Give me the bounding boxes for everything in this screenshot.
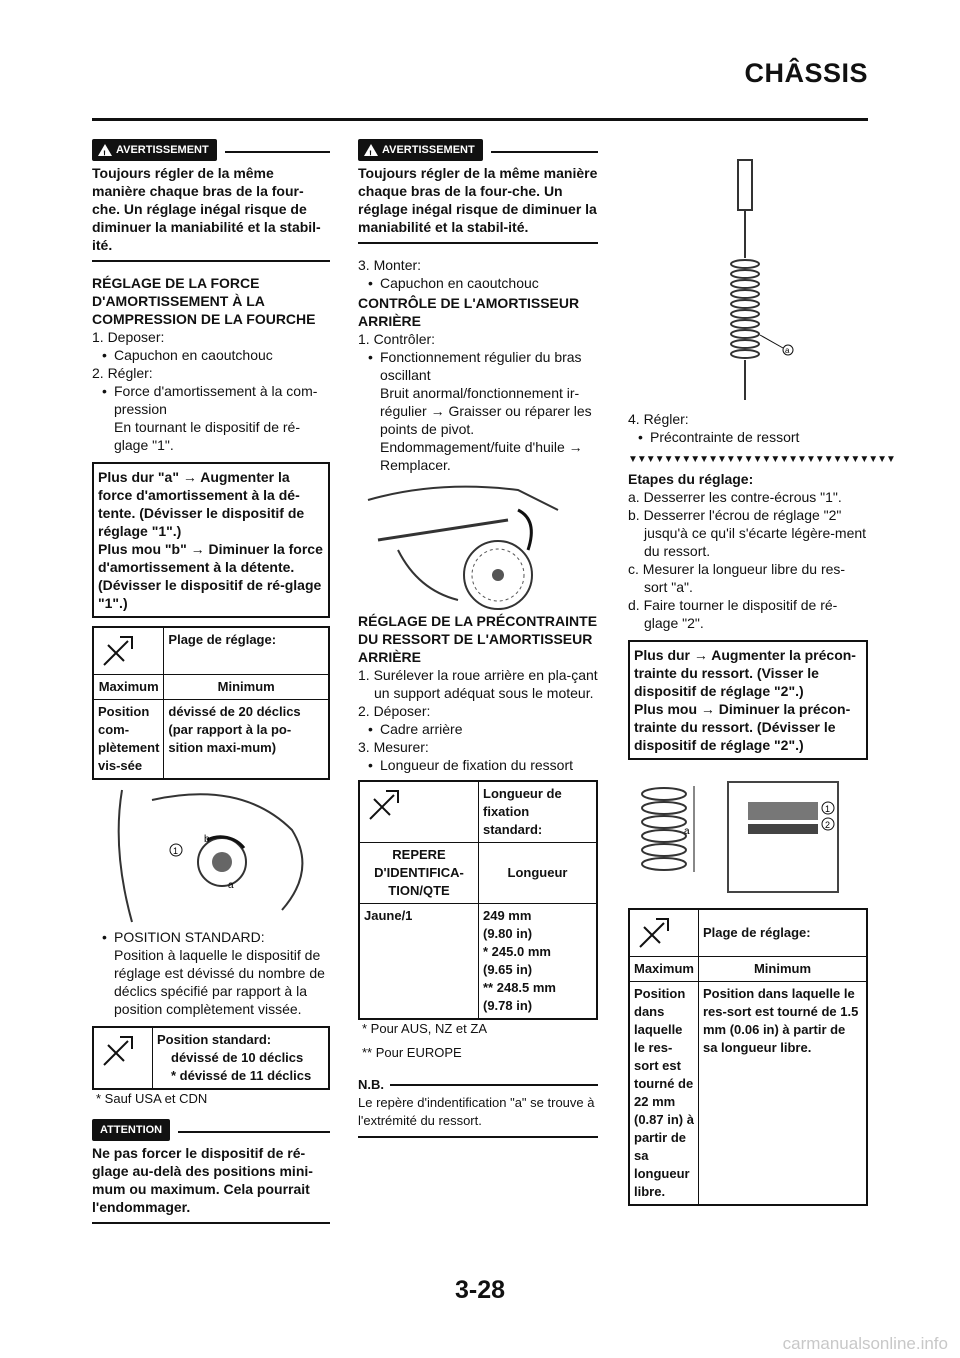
svg-text:a: a xyxy=(684,826,690,837)
column-1 xyxy=(92,140,330,1236)
bullet: • Force d'amortissement à la com-pression xyxy=(92,382,330,418)
caution-label: ATTENTION xyxy=(92,1119,170,1141)
box-line: Plus mou → Diminuer la précon-trainte du ressort. (Dévisser le dispositif de réglage "2".) xyxy=(634,701,851,753)
column-2 xyxy=(358,140,598,1138)
step: 1. Deposer: xyxy=(92,329,165,345)
step: 2. Régler: xyxy=(92,365,153,381)
adjust-box xyxy=(92,462,330,618)
step: 3. Mesurer: xyxy=(358,739,429,755)
step: d. Faire tourner le dispositif de ré-glage "2". xyxy=(628,597,838,631)
detail: Endommagement/fuite d'huile → Remplacer. xyxy=(380,439,583,473)
range-max-value: Position com-plètement vis-sée xyxy=(93,700,164,780)
box-line: Plus dur → Augmenter la précon-trainte du ressort. (Visser le dispositif de réglage "2".) xyxy=(634,647,856,699)
warning-text: Toujours régler de la même manière chaque bras de la four-che. Un réglage inégal risque de diminuer la maniabilité et la stabil-ité. xyxy=(92,164,330,262)
page-title: CHÂSSIS xyxy=(744,58,868,88)
detail: Position à laquelle le dispositif de réglage est dévissé du nombre de déclics spécifié par rapport à la position complètement vissée. xyxy=(114,947,325,1017)
bullet: • POSITION STANDARD: xyxy=(92,928,330,946)
standard-value: * dévissé de 11 déclics xyxy=(171,1068,312,1083)
length-table xyxy=(358,780,598,1020)
wrench-icon xyxy=(359,781,479,843)
range-table xyxy=(92,626,330,780)
svg-text:a: a xyxy=(785,346,790,355)
step: 1. Surélever la roue arrière en pla-çant un support adéquat sous le moteur. xyxy=(358,667,598,701)
warning-label: AVERTISSEMENT xyxy=(382,144,475,156)
fork-adjuster-figure xyxy=(92,790,330,922)
detail: En tournant le dispositif de ré-glage "1". xyxy=(114,419,300,453)
page-number: 3-28 xyxy=(454,1276,506,1304)
step: b. Desserrer l'écrou de réglage "2" jusqu'à ce qu'il s'écarte légère-ment du ressort. xyxy=(628,507,867,559)
range-max-header: Maximum xyxy=(93,675,164,700)
step: a. Desserrer les contre-écrous "1". xyxy=(628,489,842,505)
range-max-value: Position dans laquelle le res-sort est tourné de 22 mm (0.87 in) à partir de sa longueur libre. xyxy=(629,982,698,1206)
caution-text: Ne pas forcer le dispositif de ré-glage au-delà des positions mini-mum ou maximum. Cela pourrait l'endommager. xyxy=(92,1144,330,1224)
svg-text:2: 2 xyxy=(825,820,831,830)
standard-value: dévissé de 10 déclics xyxy=(171,1050,304,1065)
length-col-header: Longueur xyxy=(479,843,598,904)
bullet: • Cadre arrière xyxy=(358,720,598,738)
range-min-header: Minimum xyxy=(698,957,867,982)
header-rule xyxy=(92,118,868,121)
warning-header xyxy=(92,140,330,160)
step: 4. Régler: xyxy=(628,411,689,427)
svg-text:b: b xyxy=(204,834,210,845)
section-title: RÉGLAGE DE LA FORCE D'AMORTISSEMENT À LA COMPRESSION DE LA FOURCHE xyxy=(92,275,316,327)
warning-label: AVERTISSEMENT xyxy=(116,144,209,156)
steps-title: Etapes du réglage: xyxy=(628,471,754,487)
warning-text: Toujours régler de la même manière chaque bras de la four-che. Un réglage inégal risque de diminuer la maniabilité et la stabil-ité. xyxy=(358,164,598,244)
step: 3. Monter: xyxy=(358,257,422,273)
range-title: Plage de réglage: xyxy=(698,909,867,957)
standard-table xyxy=(92,1026,330,1090)
footnote: ** Pour EUROPE xyxy=(362,1045,462,1060)
range-min-value: dévissé de 20 déclics (par rapport à la po-sition maxi-mum) xyxy=(164,700,329,780)
note-header xyxy=(358,1076,598,1094)
bullet: • Capuchon en caoutchouc xyxy=(92,346,330,364)
adjust-box xyxy=(628,640,868,760)
column-3 xyxy=(628,140,895,1206)
spring-adjust-figure xyxy=(628,772,868,902)
standard-title: Position standard: xyxy=(157,1032,272,1047)
range-title: Plage de réglage: xyxy=(164,627,329,675)
wrench-icon xyxy=(93,1027,153,1089)
caution-header xyxy=(92,1120,330,1140)
svg-text:1: 1 xyxy=(173,846,179,856)
range-table xyxy=(628,908,868,1206)
bullet: • Fonctionnement régulier du bras oscillant xyxy=(358,348,598,384)
footnote: * Sauf USA et CDN xyxy=(96,1091,208,1106)
footnote: * Pour AUS, NZ et ZA xyxy=(362,1021,487,1036)
bullet: • Précontrainte de ressort xyxy=(628,428,868,446)
range-min-header: Minimum xyxy=(164,675,329,700)
watermark: carmanualsonline.info xyxy=(782,1334,948,1353)
shock-spring-figure xyxy=(628,140,868,410)
svg-text:a: a xyxy=(228,880,234,891)
length-col-header: REPERE D'IDENTIFICA-TION/QTE xyxy=(359,843,479,904)
note-label: N.B. xyxy=(358,1077,384,1092)
length-values: 249 mm (9.80 in) * 245.0 mm (9.65 in) ** 248.5 mm (9.78 in) xyxy=(479,904,598,1020)
warning-header xyxy=(358,140,598,160)
svg-text:1: 1 xyxy=(825,804,831,814)
step: 2. Déposer: xyxy=(358,703,431,719)
warning-icon: ! xyxy=(98,144,112,156)
length-mark: Jaune/1 xyxy=(359,904,479,1020)
box-line: Plus dur "a" → Augmenter la force d'amortissement à la dé-tente. (Dévisser le dispositif de réglage "1".) xyxy=(98,469,305,539)
step-divider: ▼▼▼▼▼▼▼▼▼▼▼▼▼▼▼▼▼▼▼▼▼▼▼▼▼▼▼▼▼▼ xyxy=(628,454,895,465)
bullet: • Longueur de fixation du ressort xyxy=(358,756,598,774)
wrench-icon xyxy=(93,627,164,675)
length-title: Longueur de fixation standard: xyxy=(479,781,598,843)
box-line: Plus mou "b" → Diminuer la force d'amortissement à la détente. (Dévisser le dispositif de ré-glage "1".) xyxy=(98,541,323,611)
detail: Bruit anormal/fonctionnement ir-régulier → Graisser ou réparer les points de pivot. xyxy=(380,385,592,437)
section-title: RÉGLAGE DE LA PRÉCONTRAINTE DU RESSORT DE L'AMORTISSEUR ARRIÈRE xyxy=(358,613,598,665)
range-max-header: Maximum xyxy=(629,957,698,982)
bullet: • Capuchon en caoutchouc xyxy=(358,274,598,292)
step: c. Mesurer la longueur libre du res-sort "a". xyxy=(628,561,846,595)
wrench-icon xyxy=(629,909,698,957)
note-text: Le repère d'indentification "a" se trouve à l'extrémité du ressort. xyxy=(358,1094,598,1138)
section-title: CONTRÔLE DE L'AMORTISSEUR ARRIÈRE xyxy=(358,295,580,329)
warning-icon: ! xyxy=(364,144,378,156)
range-min-value: Position dans laquelle le res-sort est tourné de 1.5 mm (0.06 in) à partir de sa longueur libre. xyxy=(698,982,867,1206)
step: 1. Contrôler: xyxy=(358,331,436,347)
swingarm-figure xyxy=(358,480,598,610)
